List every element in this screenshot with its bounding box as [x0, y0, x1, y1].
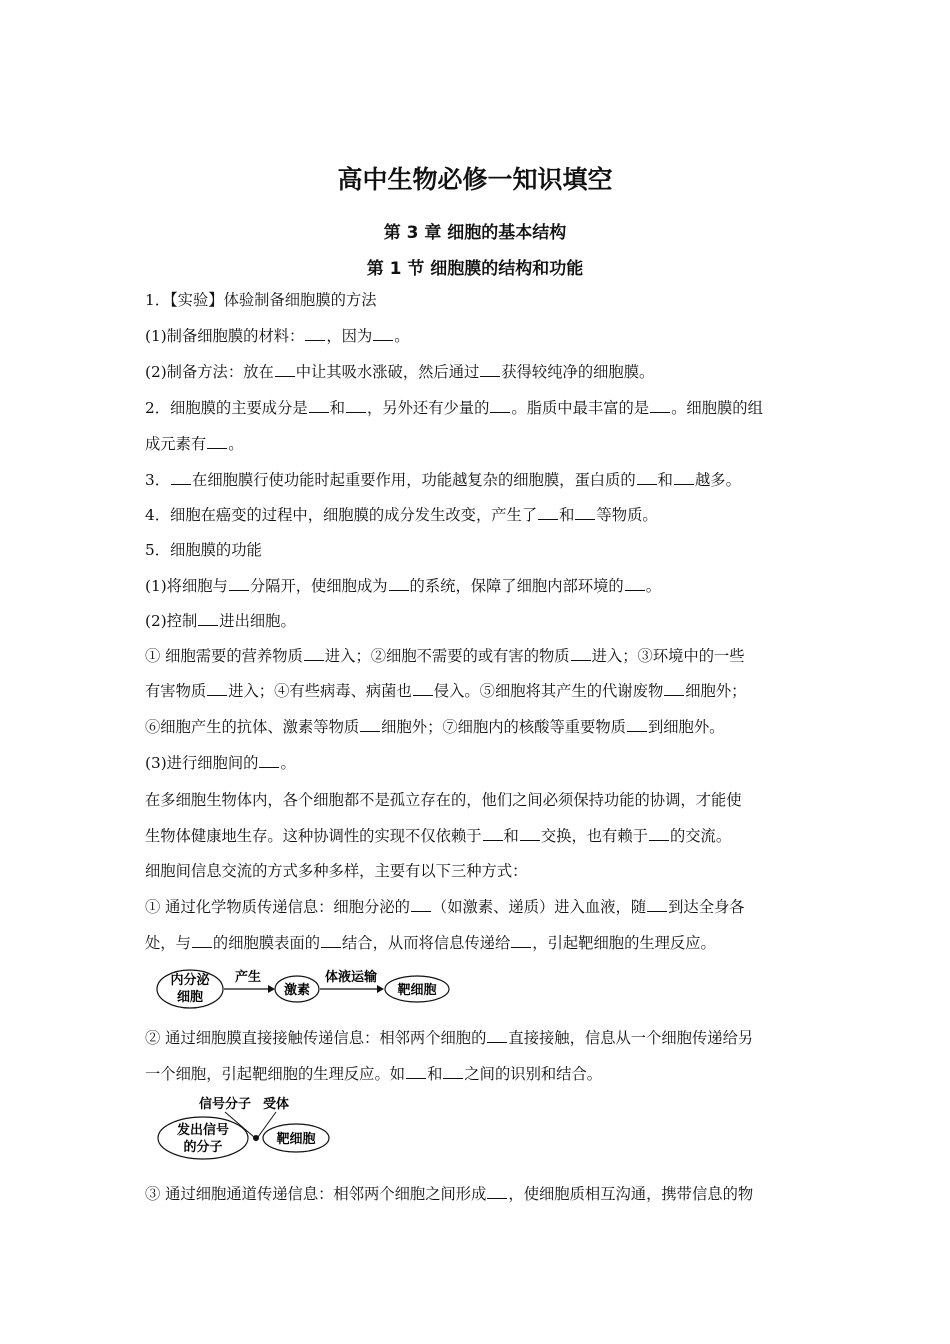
text-segment: 3． [145, 471, 171, 489]
hormone-signaling-diagram [155, 962, 455, 1012]
text-line [145, 1064, 602, 1084]
page-title: 高中生物必修一知识填空 [337, 165, 613, 194]
fill-in-blank[interactable] [198, 613, 218, 626]
text-segment: (3)进行细胞间的 [145, 754, 259, 772]
fill-in-blank[interactable] [406, 1066, 426, 1079]
fill-in-blank[interactable] [389, 578, 409, 591]
fill-in-blank[interactable] [511, 935, 531, 948]
fill-in-blank[interactable] [321, 935, 341, 948]
fill-in-blank[interactable] [637, 472, 657, 485]
text-segment: 越多。 [694, 471, 741, 489]
receptor-label: 受体 [262, 1097, 290, 1112]
text-segment: 直接接触，信息从一个细胞传递给另 [508, 1029, 754, 1047]
text-segment: 和 [427, 1065, 443, 1083]
transport-arrowhead [377, 985, 384, 993]
text-segment: 生物体健康地生存。这种协调性的实现不仅依赖于 [145, 827, 482, 845]
text-segment: ，使细胞质相互沟通，携带信息的物 [508, 1185, 754, 1203]
fill-in-blank[interactable] [480, 364, 500, 377]
text-segment: 1．【实验】体验制备细胞膜的方法 [145, 291, 377, 309]
text-segment: 侵入。⑤细胞将其产生的代谢废物 [433, 682, 664, 700]
text-segment: 。细胞膜的组 [671, 399, 763, 417]
fill-in-blank[interactable] [571, 648, 591, 661]
text-segment: 在细胞膜行使功能时起重要作用，功能越复杂的细胞膜，蛋白质的 [192, 471, 636, 489]
text-line [145, 470, 741, 490]
text-segment: 处，与 [145, 934, 191, 952]
text-segment: 和 [559, 506, 575, 524]
text-line [145, 434, 244, 454]
text-line [145, 790, 742, 810]
fill-in-blank[interactable] [674, 472, 694, 485]
fill-in-blank[interactable] [443, 1066, 463, 1079]
signal-molecule-label: 信号分子 [198, 1097, 252, 1112]
fill-in-blank[interactable] [171, 472, 191, 485]
fill-in-blank[interactable] [304, 648, 324, 661]
text-line [145, 398, 763, 418]
hormone-label: 激素 [283, 983, 311, 998]
text-segment: 细胞外； [685, 682, 747, 700]
text-segment: 和 [329, 399, 346, 417]
produce-label: 产生 [234, 970, 262, 985]
text-segment: 之间的识别和结合。 [464, 1065, 603, 1083]
fill-in-blank[interactable] [649, 828, 669, 841]
text-segment: 有害物质 [145, 682, 207, 700]
text-segment: 4．细胞在癌变的过程中，细胞膜的成分发生改变，产生了 [145, 506, 538, 524]
receptor-pointer [258, 1112, 276, 1137]
text-segment: (2)控制 [145, 612, 198, 630]
fill-in-blank[interactable] [575, 507, 595, 520]
text-segment: 分隔开，使细胞成为 [249, 577, 388, 595]
text-segment: 细胞间信息交流的方式多种多样，主要有以下三种方式： [145, 862, 528, 880]
text-segment: 的系统，保障了细胞内部环境的 [409, 577, 624, 595]
fill-in-blank[interactable] [207, 683, 227, 696]
fill-in-blank[interactable] [411, 899, 431, 912]
fill-in-blank[interactable] [192, 935, 212, 948]
fill-in-blank[interactable] [207, 436, 227, 449]
text-line [145, 861, 527, 881]
text-segment: 。脂质中最丰富的是 [511, 399, 650, 417]
text-segment: ① 通过化学物质传递信息：细胞分泌的 [145, 898, 410, 916]
fill-in-blank[interactable] [647, 899, 667, 912]
fill-in-blank[interactable] [520, 828, 540, 841]
text-segment: ② 通过细胞膜直接接触传递信息：相邻两个细胞的 [145, 1029, 487, 1047]
text-line [145, 753, 296, 773]
fill-in-blank[interactable] [305, 328, 325, 341]
text-segment: 。 [394, 327, 410, 345]
text-segment: 细胞外；⑦细胞内的核酸等重要物质 [381, 718, 626, 736]
fill-in-blank[interactable] [275, 364, 295, 377]
text-segment: 到细胞外。 [647, 718, 725, 736]
text-segment: 进入；②细胞不需要的或有害的物质 [324, 647, 570, 665]
text-segment: 和 [503, 827, 519, 845]
binding-point [253, 1135, 259, 1141]
fill-in-blank[interactable] [664, 683, 684, 696]
text-segment: ，因为 [326, 327, 373, 345]
text-segment: 成元素有 [145, 435, 207, 453]
fill-in-blank[interactable] [413, 683, 433, 696]
text-line [145, 717, 724, 737]
text-line [145, 1184, 753, 1204]
text-segment: ，引起靶细胞的生理反应。 [532, 934, 716, 952]
transport-label: 体液运输 [324, 970, 378, 985]
text-segment: 2．细胞膜的主要成分是 [145, 399, 308, 417]
text-segment: 和 [657, 471, 673, 489]
text-segment: ，另外还有少量的 [367, 399, 490, 417]
text-segment: 的细胞膜表面的 [212, 934, 320, 952]
cell-contact-diagram [155, 1090, 345, 1166]
fill-in-blank[interactable] [309, 400, 329, 413]
text-segment: 一个细胞，引起靶细胞的生理反应。如 [145, 1065, 406, 1083]
text-line [145, 326, 410, 346]
text-segment: (1)制备细胞膜的材料： [145, 327, 305, 345]
text-line [145, 611, 296, 631]
text-segment: 的交流。 [669, 827, 732, 845]
fill-in-blank[interactable] [346, 400, 366, 413]
text-segment: ① 细胞需要的营养物质 [145, 647, 303, 665]
text-segment: 进入；④有些病毒、病菌也 [228, 682, 412, 700]
fill-in-blank[interactable] [650, 400, 670, 413]
text-segment: 。 [645, 577, 662, 595]
text-segment: 到达全身各 [668, 898, 745, 916]
produce-arrowhead [268, 985, 275, 993]
fill-in-blank[interactable] [627, 719, 647, 732]
text-segment: 。 [280, 754, 296, 772]
text-line [145, 897, 745, 917]
fill-in-blank[interactable] [490, 400, 510, 413]
text-segment: （如激素、递质）进入血液，随 [431, 898, 647, 916]
fill-in-blank[interactable] [487, 1186, 507, 1199]
text-segment: 5．细胞膜的功能 [145, 541, 262, 559]
text-line [145, 681, 746, 701]
text-line [145, 576, 661, 596]
fill-in-blank[interactable] [487, 1030, 507, 1043]
target-cell-label-2: 靶细胞 [276, 1132, 316, 1147]
text-segment: 在多细胞生物体内，各个细胞都不是孤立存在的，他们之间必须保持功能的协调，才能使 [145, 791, 742, 809]
signal-cell-label-2: 的分子 [183, 1140, 223, 1155]
fill-in-blank[interactable] [259, 755, 279, 768]
fill-in-blank[interactable] [483, 828, 503, 841]
fill-in-blank[interactable] [373, 328, 393, 341]
text-line [145, 646, 745, 666]
text-line [145, 933, 716, 953]
endocrine-cell-label-2: 细胞 [176, 990, 204, 1005]
text-line [145, 505, 658, 525]
text-line [145, 362, 654, 382]
text-segment: ③ 通过细胞通道传递信息：相邻两个细胞之间形成 [145, 1185, 487, 1203]
text-line [145, 826, 731, 846]
text-segment: (2)制备方法：放在 [145, 363, 274, 381]
signal-pointer [225, 1112, 254, 1137]
text-segment: 。 [228, 435, 244, 453]
fill-in-blank[interactable] [360, 719, 380, 732]
text-segment: ⑥细胞产生的抗体、激素等物质 [145, 718, 360, 736]
section-heading: 第 1 节 细胞膜的结构和功能 [366, 259, 584, 279]
text-segment: 进出细胞。 [219, 612, 296, 630]
text-line [145, 540, 262, 560]
text-segment: (1)将细胞与 [145, 577, 228, 595]
fill-in-blank[interactable] [625, 578, 645, 591]
endocrine-cell-label-1: 内分泌 [170, 973, 210, 988]
fill-in-blank[interactable] [538, 507, 558, 520]
text-segment: 交换，也有赖于 [540, 827, 648, 845]
text-segment: 等物质。 [596, 506, 658, 524]
chapter-heading: 第 3 章 细胞的基本结构 [383, 223, 567, 243]
text-segment: 结合，从而将信息传递给 [342, 934, 511, 952]
text-line [145, 290, 377, 310]
text-line [145, 1028, 753, 1048]
signal-cell-label-1: 发出信号 [176, 1123, 230, 1138]
text-segment: 进入；③环境中的一些 [591, 647, 745, 665]
fill-in-blank[interactable] [229, 578, 249, 591]
text-segment: 中让其吸水涨破，然后通过 [295, 363, 480, 381]
target-cell-label: 靶细胞 [397, 983, 437, 998]
text-segment: 获得较纯净的细胞膜。 [501, 363, 655, 381]
